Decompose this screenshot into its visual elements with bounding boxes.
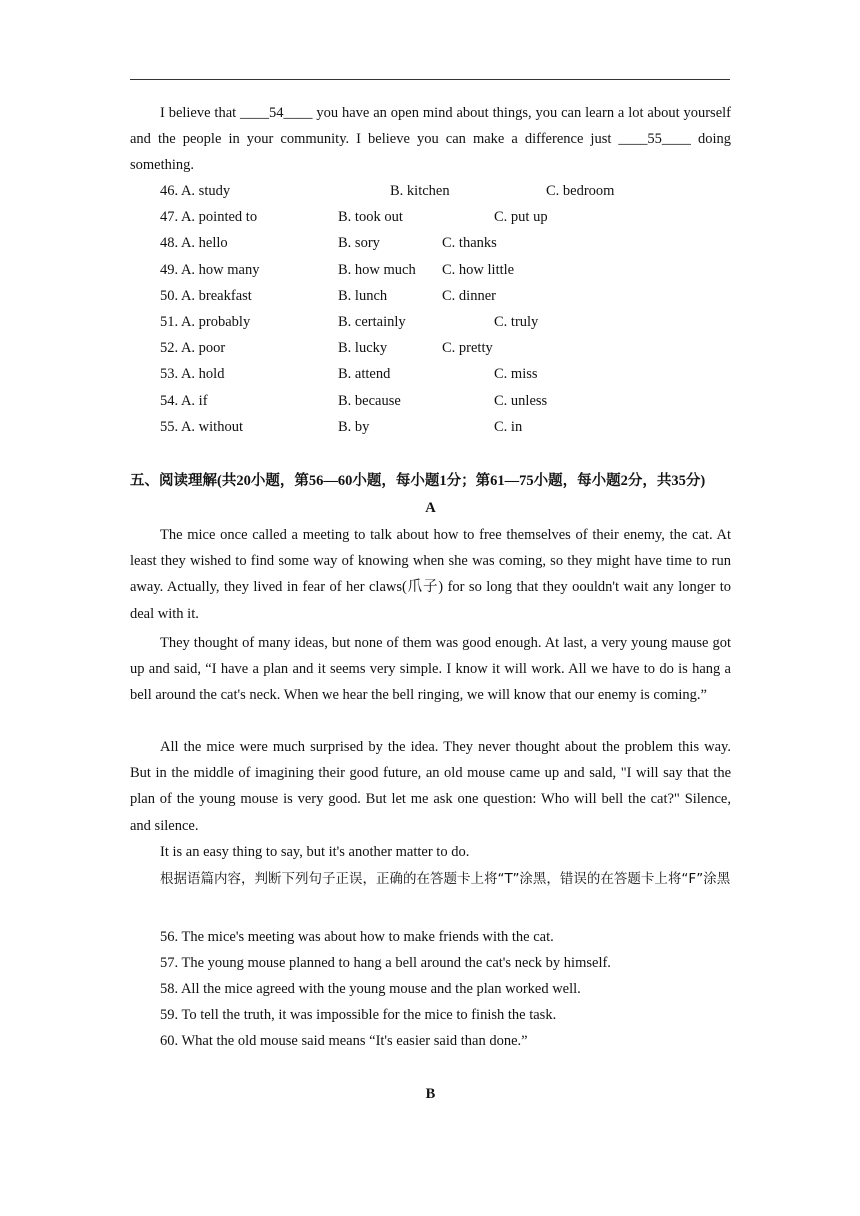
option-c: C. how little [442, 261, 515, 278]
option-a: 47. A. pointed to [160, 209, 258, 226]
option-b: B. by [338, 418, 370, 435]
option-c: C. unless [494, 392, 548, 409]
option-row [160, 283, 720, 309]
section-heading: 五、阅读理解(共20小题，第56—60小题，每小题1分；第61—75小题，每小题2分，共35分) [130, 473, 706, 489]
option-a: 49. A. how many [160, 261, 260, 278]
option-row [160, 257, 720, 283]
part-b-label: B [425, 1086, 436, 1102]
option-a: 46. A. study [160, 183, 231, 199]
option-c: C. pretty [442, 340, 493, 357]
question-57: 57. The young mouse planned to hang a bell around the cat's neck by himself. [160, 955, 611, 971]
option-row [160, 335, 720, 361]
option-b: B. attend [338, 366, 391, 383]
option-a: 53. A. hold [160, 366, 225, 383]
option-b: B. kitchen [390, 183, 450, 199]
reading-paragraph-3: All the mice were much surprised by the idea. They never thought about the problem this way. But in the middle of imagining their good future, an old mouse came up and sald, "I will say that the plan of the young mouse is very good. But let me ask one question: Who will bell the cat?" Silence, and silence. [130, 739, 731, 834]
option-b: B. lucky [338, 340, 388, 357]
question-56: 56. The mice's meeting was about how to make friends with the cat. [160, 929, 554, 945]
header-rule [130, 79, 730, 80]
option-b: B. took out [338, 209, 403, 226]
option-c: C. in [494, 418, 523, 435]
part-a-label: A [425, 500, 436, 516]
option-a: 55. A. without [160, 418, 243, 435]
passage-paragraph: I believe that ____54____ you have an open mind about things, you can learn a lot about yourself and the people in your community. I believe you can make a difference just ____55____ doing something. [130, 105, 731, 174]
instruction-text: 根据语篇内容，判断下列句子正误，正确的在答题卡上将“T”涂黑，错误的在答题卡上将“F”涂黑 [160, 871, 731, 887]
option-row [160, 414, 720, 440]
option-c: C. truly [494, 314, 539, 330]
option-row [160, 361, 720, 387]
option-a: 54. A. if [160, 392, 208, 409]
reading-paragraph-1: The mice once called a meeting to talk about how to free themselves of their enemy, the cat. At least they wished to find some way of knowing when she was coming, so they might have time to run away. Actually, they lived in fear of her claws(爪子) for so long that they oouldn't wait any longer to deal with it. [130, 527, 731, 622]
option-a: 50. A. breakfast [160, 287, 252, 304]
option-row [160, 204, 720, 230]
option-c: C. miss [494, 366, 538, 383]
option-b: B. certainly [338, 314, 406, 330]
option-row [160, 388, 720, 414]
option-b: B. because [338, 392, 401, 409]
option-row [160, 178, 720, 204]
question-60: 60. What the old mouse said means “It's easier said than done.” [160, 1033, 528, 1049]
question-58: 58. All the mice agreed with the young mouse and the plan worked well. [160, 981, 581, 997]
option-row [160, 309, 720, 335]
option-c: C. thanks [442, 235, 497, 252]
option-b: B. sory [338, 235, 380, 252]
option-b: B. lunch [338, 287, 388, 304]
reading-paragraph-2: They thought of many ideas, but none of them was good enough. At last, a very young mause got up and said, “I have a plan and it seems very simple. I know it will work. All we have to do is hang a bell around the cat's neck. When we hear the bell ringing, we will know that our enemy is coming.” [130, 635, 731, 704]
option-b: B. how much [338, 261, 416, 278]
question-59: 59. To tell the truth, it was impossible for the mice to finish the task. [160, 1007, 557, 1023]
option-row [160, 230, 720, 256]
option-c: C. bedroom [546, 183, 615, 199]
option-a: 48. A. hello [160, 235, 228, 252]
option-a: 52. A. poor [160, 340, 226, 357]
option-c: C. put up [494, 209, 548, 226]
option-c: C. dinner [442, 287, 496, 304]
reading-paragraph-4: It is an easy thing to say, but it's another matter to do. [160, 844, 470, 860]
option-a: 51. A. probably [160, 314, 251, 330]
